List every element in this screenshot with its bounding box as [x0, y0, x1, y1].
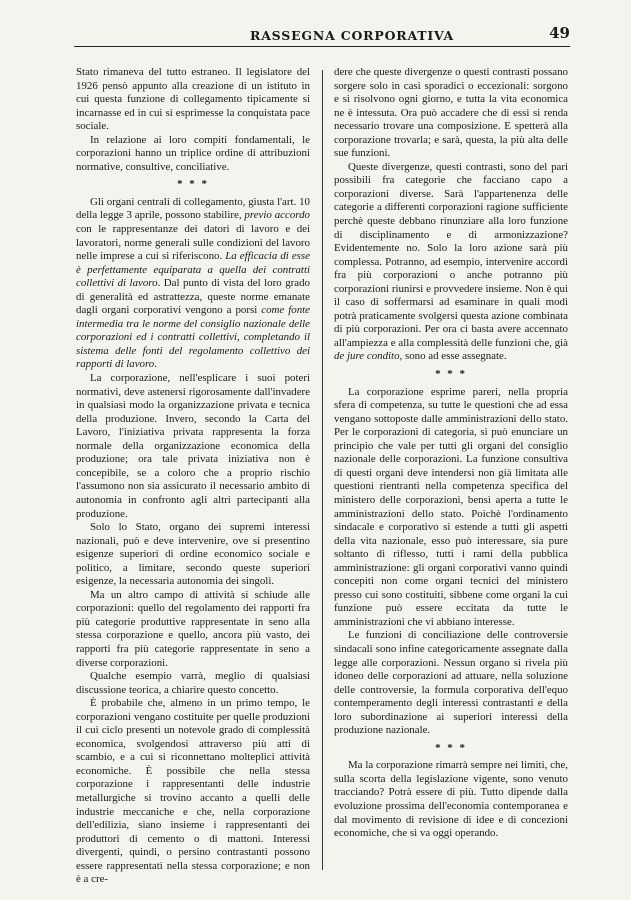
paragraph: Ma la corporazione rimarrà sempre nei limiti, che, sulla scorta della legislazione vigente, sono venuto tracciando? Potrà essere di più. Tutto dipende dalla evoluzione prossima dell'economia contemporanea e dal movimento di revisione di idee e di concezioni economiche, che si va oggi operando.	[334, 759, 568, 840]
section-separator: * * *	[435, 368, 467, 381]
paragraph: Qualche esempio varrà, meglio di qualsiasi discussione teorica, a chiarire questo concetto.	[76, 670, 310, 696]
paragraph: La corporazione esprime pareri, nella propria sfera di competenza, su tutte le questioni che ad essa vengano sottoposte dalle amministrazioni dello stato. Per le corporazioni di categoria, si può enunciare un principio che vale per tutti gli organi del consiglio nazionale delle corporazioni. La funzione consultiva di questi organi deve intendersi non già limitata alle questioni rientranti nella competenza specifica del ministero delle corporazioni, bensì aperta a tutte le amministrazioni dello stato. Poichè l'ordinamento sindacale e corporativo si estende a tutti gli aspetti della vita nazionale, esso può interessare, sia pure soltanto di riflesso, tutti i rami della pubblica amministrazione: gli organi corporativi vanno quindi concepiti non come organi tecnici del ministero presso cui sono costituiti, sibbene come organi la cui funzione può essere eccitata da tutte le amministrazioni che vi abbiano interesse.	[334, 385, 568, 628]
paragraph: Queste divergenze, questi contrasti, sono del pari possibili fra categorie che facciano capo a corporazioni diverse. Sarà l'appartenenza delle categorie a differenti corporazioni ragione sufficiente perchè queste debbano rinunziare alla loro funzione di disciplinamento e di armonizzazione? Evidentemente no. Solo la loro azione sarà più complessa. Potranno, ad esempio, intervenire accordi fra più corporazioni o anche potranno più corporazioni riunirsi e provvedere insieme. Non è qui il caso di soffermarsi ad esaminare in quali modi potrà praticamente svolgersi questa azione combinata di più corporazioni. Per ora ci basta avere accennato all'ampiezza e alla complessità delle funzioni che, già de jure condito, sono ad esse assegnate.	[334, 160, 568, 363]
paragraph: La corporazione, nell'esplicare i suoi poteri normativi, deve astenersi rigorosamente dall'invadere in qualsiasi modo la organizzazione privata e tecnica della produzione. Invero, secondo la Carta del Lavoro, l'iniziativa privata rappresenta la forza normale della organizzazione economica della produzione; ora tale privata iniziativa non è concepibile, se a coloro che a proprio rischio l'assumono non sia assicurato il necessario ambito di autonomia in confronto agli altri partecipanti alla produzione.	[76, 372, 310, 520]
right-column	[334, 66, 568, 841]
paragraph: Le funzioni di conciliazione delle controversie sindacali sono infine categoricamente assegnate dalla legge alle corporazioni. Nessun organo si rivela più idoneo delle corporazioni ad attuare, nella soluzione delle controversie, la formula corporativa dell'equo contemperamento degli interessi contrastanti e della loro subordinazione ai superiori interessi della produzione nazionale.	[334, 629, 568, 737]
paragraph: Ma un altro campo di attività si schiude alle corporazioni: quello del regolamento dei rapporti fra più categorie produttive rappresentate in seno alla stessa corporazione e quello, ancora più vasto, dei rapporti fra più categorie rappresentate in seno a diverse corporazioni.	[76, 588, 310, 669]
page-number: 49	[549, 24, 570, 42]
paragraph: Stato rimaneva del tutto estraneo. Il legislatore del 1926 pensò appunto alla creazione di un istituto in cui questa funzione di collegamento tipicamente si incarnasse ed in cui si esprimesse la conquistata pace sociale.	[76, 66, 310, 133]
paragraph-italic-mixed: Gli organi centrali di collegamento, giusta l'art. 10 della legge 3 aprile, possono stabilire, previo accordo con le rappresentanze dei datori di lavoro e dei lavoratori, norme generali sulle condizioni del lavoro nelle imprese a cui si riferiscono. La efficacia di esse è perfettamente equiparata a quella dei contratti collettivi di lavoro. Dal punto di vista del loro grado di generalità ed astrattezza, queste norme emanate dagli organi corporativi vengono a porsi come fonte intermedia tra le norme del consiglio nazionale delle corporazioni ed i contratti collettivi, completando il sistema delle fonti del regolamento collettivo dei rapporti di lavoro.	[76, 195, 310, 371]
running-header	[74, 24, 570, 47]
section-separator: * * *	[177, 178, 209, 191]
paragraph: In relazione ai loro compiti fondamentali, le corporazioni hanno un triplice ordine di attribuzioni normative, consultive, conciliative.	[76, 133, 310, 173]
column-divider	[322, 70, 323, 870]
paragraph: Solo lo Stato, organo dei supremi interessi nazionali, può e deve intervenire, ove si presentino esigenze superiori di ordine economico sociale e politico, a limitare, secondo queste superiori esigenze, la necessaria autonomia dei singoli.	[76, 521, 310, 588]
left-column	[76, 66, 310, 887]
section-separator: * * *	[435, 741, 467, 754]
paragraph: dere che queste divergenze o questi contrasti possano sorgere solo in casi sporadici o eccezionali: sorgono e si risolvono ogni giorno, e tutta la vita economica ne è intessuta. Ora può accadere che di essi si renda necessario trovare una composizione. E spetterà alla corporazione trovarla; e sarà, questa, la più alta delle sue funzioni.	[334, 66, 568, 160]
journal-title: RASSEGNA CORPORATIVA	[250, 28, 455, 43]
paragraph: È probabile che, almeno in un primo tempo, le corporazioni vengano costituite per quelle produzioni il cui ciclo presenti un notevole grado di complessità economica, svolgendosi attraverso più atti di scambio, e a cui si riconnettano molteplici attività economiche. È possibile che nella stessa corporazione i rappresentanti delle industrie metallurgiche si trovino accanto a quelli delle industrie meccaniche e che, nella corporazione dell'edilizia, siano insieme i rappresentanti dei produttori di cemento o di mattoni. Interessi divergenti, quindi, o persino contrastanti possono essere rappresentati nella stessa corporazione; e non è a cre-	[76, 697, 310, 886]
